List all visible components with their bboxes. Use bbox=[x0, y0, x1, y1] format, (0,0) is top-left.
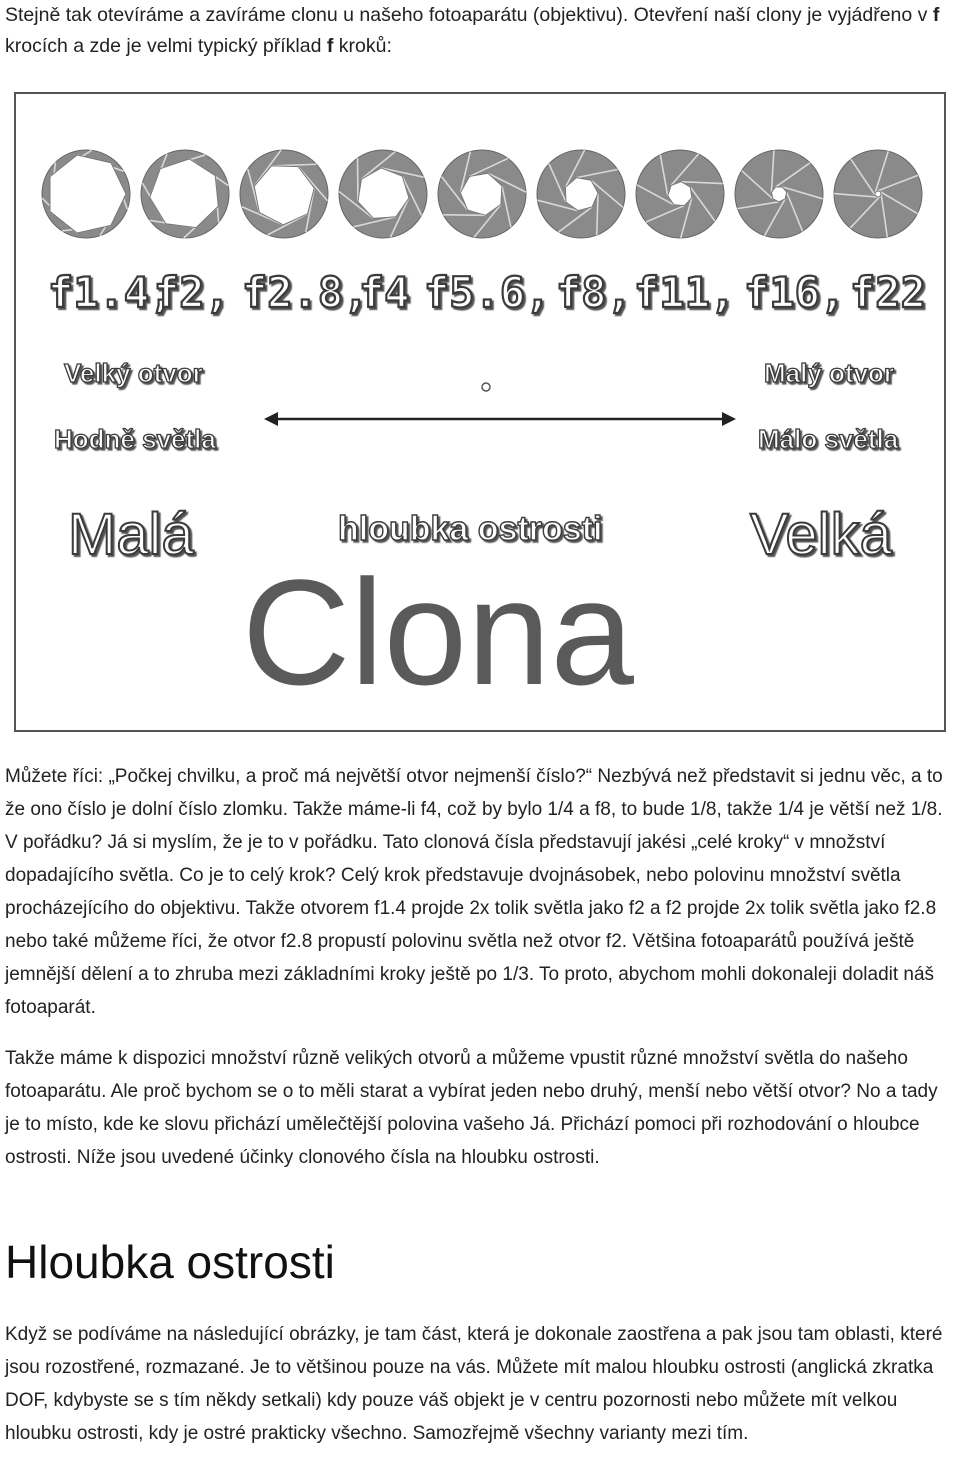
aperture-blades-row bbox=[42, 150, 922, 238]
section-heading: Hloubka ostrosti bbox=[5, 1236, 335, 1288]
aperture-icon bbox=[636, 150, 724, 238]
aperture-figure bbox=[14, 92, 946, 732]
intro-text-a: Stejně tak otevíráme a zavíráme clonu u našeho fotoaparátu (objektivu). Otevření naší clony je vyjádřeno v bbox=[5, 4, 933, 26]
f-stop-label: f16, bbox=[744, 268, 846, 317]
f-stop-label: f5.6, bbox=[424, 268, 551, 317]
small-aperture-label: Malý otvor bbox=[764, 358, 895, 388]
intro-f-bold-1: f bbox=[932, 4, 940, 26]
f-stop-label: f2.8, bbox=[242, 268, 369, 317]
paragraph-choosing-aperture: Takže máme k dispozici množství různě velikých otvorů a můžeme vpustit různé množství světla do našeho fotoaparátu. Ale proč bychom se o to měli starat a vybírat jeden nebo druhý, menší nebo větší otvor? No a tady je to místo, kde ke slovu přichází umělečtější polovina vašeho Já. Přichází pomoci při rozhodování o hloubce ostrosti. Níže jsou uvedené účinky clonového čísla na hloubku ostrosti. bbox=[5, 1048, 938, 1168]
aperture-icon bbox=[438, 150, 526, 238]
aperture-title: Clona bbox=[242, 548, 634, 716]
f-stop-label: f2, bbox=[154, 268, 230, 317]
aperture-icon bbox=[339, 150, 427, 238]
intro-paragraph bbox=[5, 0, 950, 62]
small-dot-icon bbox=[482, 383, 490, 391]
aperture-icon bbox=[537, 150, 625, 238]
f-stop-label: f11, bbox=[634, 268, 736, 317]
depth-of-field-label: hloubka ostrosti bbox=[338, 510, 603, 548]
much-light-label: Hodně světla bbox=[54, 424, 216, 454]
intro-text-c: kroků: bbox=[333, 35, 392, 57]
shallow-dof-label: Malá bbox=[68, 502, 194, 567]
little-light-label: Málo světla bbox=[758, 424, 899, 454]
aperture-icon bbox=[240, 150, 328, 238]
f-stop-label: f4 bbox=[359, 268, 410, 317]
intro-text-b: krocích a zde je velmi typický příklad bbox=[5, 35, 327, 57]
aperture-icon bbox=[834, 150, 922, 238]
f-stop-label: f1.4, bbox=[48, 268, 175, 317]
large-aperture-label: Velký otvor bbox=[64, 358, 203, 388]
f-stop-label: f22 bbox=[850, 268, 926, 317]
aperture-icon bbox=[141, 150, 229, 238]
paragraph-depth-of-field: Když se podíváme na následující obrázky, je tam část, která je dokonale zaostřena a pak jsou tam oblasti, které jsou rozostřené, rozmazané. Je to většinou pouze na vás. Můžete mít malou hloubku ostrosti (anglická zkratka DOF, kdybyste se s tím někdy setkali) kdy pouze váš objekt je v centru pozornosti nebo můžete mít velkou hloubku ostrosti, kdy je ostré prakticky všechno. Samozřejmě všechny varianty mezi tím. bbox=[5, 1324, 943, 1444]
intro-f-bold-2: f bbox=[326, 35, 334, 57]
double-arrow-icon bbox=[264, 412, 736, 426]
aperture-icon bbox=[735, 150, 823, 238]
f-stop-labels bbox=[48, 268, 926, 317]
f-stop-label: f8, bbox=[556, 268, 632, 317]
paragraph-fstops-explained: Můžete říci: „Počkej chvilku, a proč má největší otvor nejmenší číslo?“ Nezbývá než představit si jednu věc, a to že ono číslo je dolní číslo zlomku. Takže máme-li f4, což by bylo 1/4 a f8, to bude 1/8, takže 1/4 je větší než 1/8. V pořádku? Já si myslím, že je to v pořádku. Tato clonová čísla představují jakési „celé kroky“ v množství dopadajícího světla. Co je to celý krok? Celý krok představuje dvojnásobek, nebo polovinu množství světla procházejícího do objektivu. Takže otvorem f1.4 projde 2x tolik světla jako f2 a f2 projde 2x tolik světla jako f2.8 nebo také můžeme říci, že otvor f2.8 propustí polovinu světla než otvor f2. Většina fotoaparátů používá ještě jemnější dělení a to zhruba mezi základními kroky ještě po 1/3. To proto, abychom mohli dokonaleji doladit náš fotoaparát. bbox=[5, 766, 943, 1018]
aperture-icon bbox=[42, 150, 130, 238]
deep-dof-label: Velká bbox=[750, 502, 892, 567]
